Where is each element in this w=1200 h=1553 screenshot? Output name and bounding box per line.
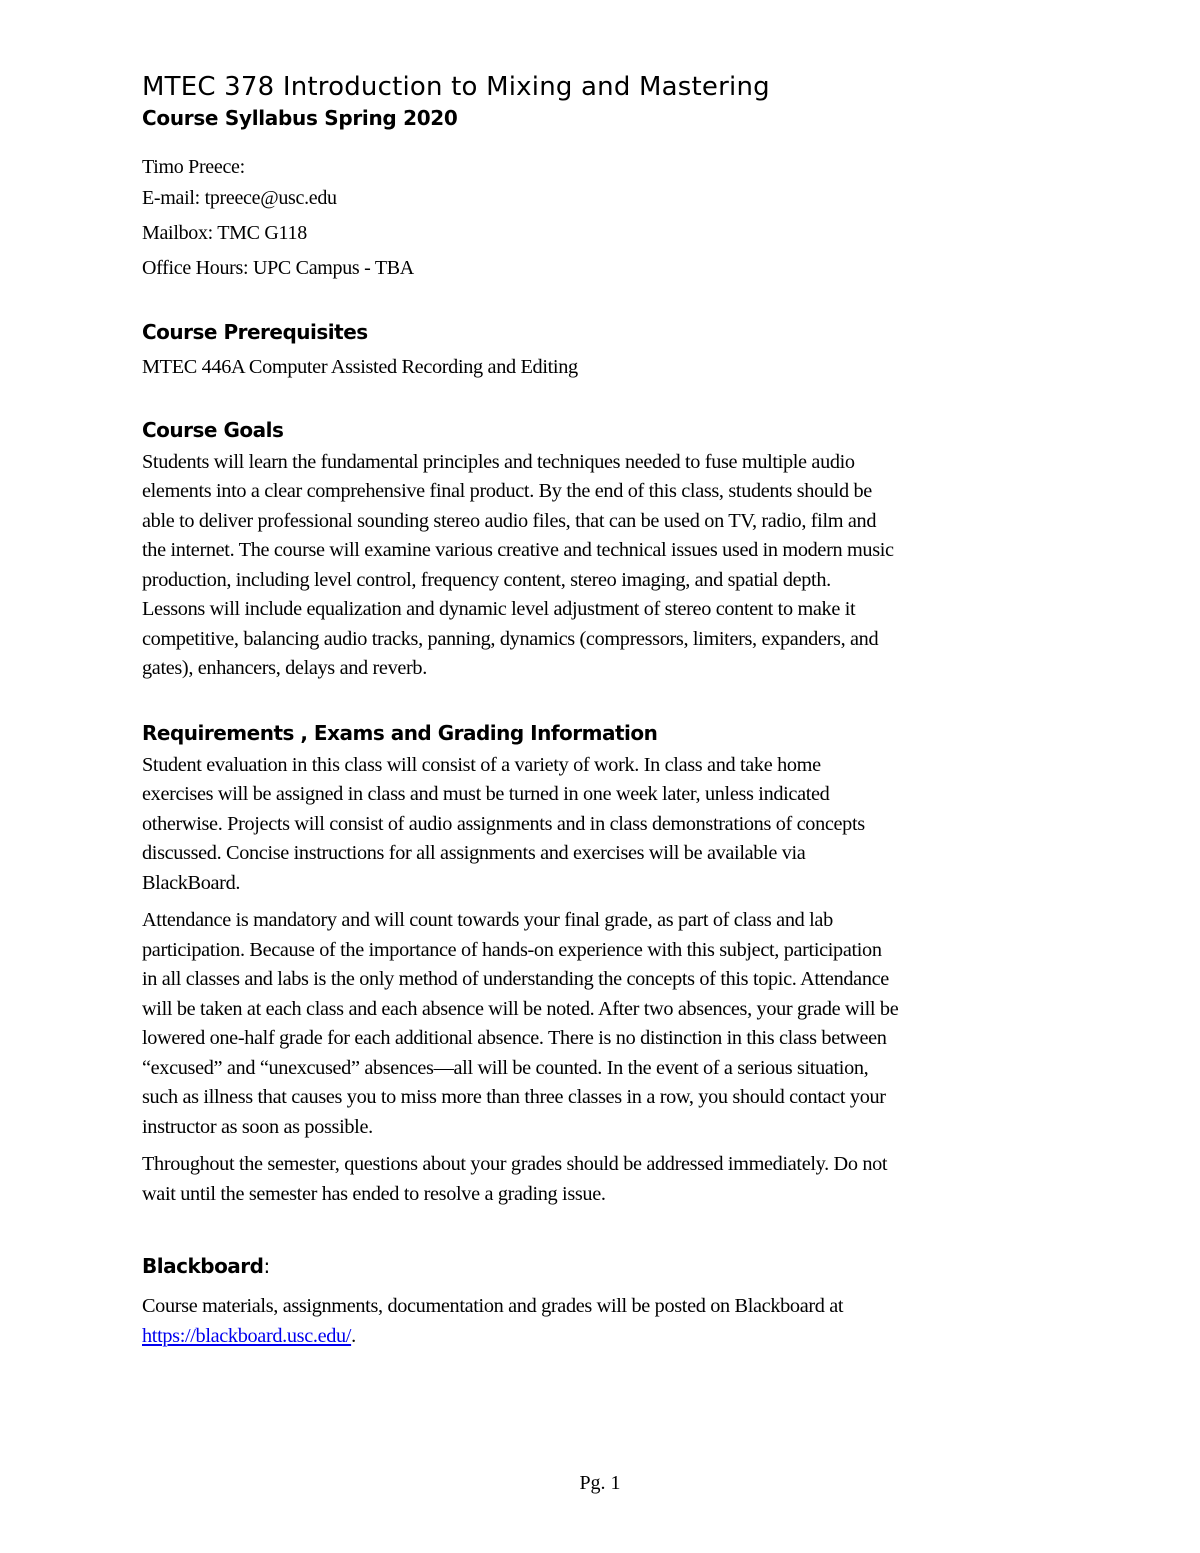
goals-line: the internet. The course will examine various creative and technical issues used in modern music	[142, 539, 894, 561]
goals-line: elements into a clear comprehensive final product. By the end of this class, students should be	[142, 480, 872, 502]
prerequisites-heading: Course Prerequisites	[142, 320, 368, 344]
goals-line: able to deliver professional sounding stereo audio files, that can be used on TV, radio, film and	[142, 509, 877, 532]
blackboard-link-period: .	[351, 1324, 356, 1347]
page-title: MTEC 378 Introduction to Mixing and Mastering	[142, 72, 770, 102]
page-subtitle: Course Syllabus Spring 2020	[142, 106, 458, 130]
attendance-line: lowered one-half grade for each additional absence. There is no distinction in this class between	[142, 1027, 887, 1049]
requirements-heading: Requirements , Exams and Grading Information	[142, 720, 658, 745]
attendance-line: in all classes and labs is the only method of understanding the concepts of this topic. Attendance	[142, 968, 889, 990]
attendance-line: such as illness that causes you to miss more than three classes in a row, you should contact your	[142, 1086, 886, 1108]
requirements-line: exercises will be assigned in class and must be turned in one week later, unless indicated	[142, 783, 830, 805]
goals-line: competitive, balancing audio tracks, panning, dynamics (compressors, limiters, expanders, and	[142, 627, 879, 650]
requirements-line: discussed. Concise instructions for all assignments and exercises will be available via	[142, 842, 806, 864]
grading-questions-paragraph	[142, 1150, 1067, 1209]
goals-paragraph	[142, 448, 1067, 684]
blackboard-text: Course materials, assignments, documentation and grades will be posted on Blackboard at	[142, 1295, 844, 1317]
attendance-line: instructor as soon as possible.	[142, 1115, 373, 1138]
instructor-name: Timo Preece:	[142, 156, 245, 178]
instructor-mailbox: Mailbox: TMC G118	[142, 222, 307, 244]
grading-line: wait until the semester has ended to resolve a grading issue.	[142, 1182, 606, 1205]
blackboard-link[interactable]: https://blackboard.usc.edu/	[142, 1324, 352, 1347]
grading-line: Throughout the semester, questions about your grades should be addressed immediately. Do not	[142, 1153, 888, 1175]
blackboard-heading-colon: :	[263, 1254, 270, 1278]
instructor-email: E-mail: tpreece@usc.edu	[142, 187, 337, 209]
attendance-line: participation. Because of the importance of hands-on experience with this subject, participation	[142, 938, 882, 961]
instructor-contact	[142, 152, 1067, 288]
page-number: Pg. 1	[579, 1472, 621, 1494]
attendance-paragraph	[142, 906, 1067, 1142]
requirements-paragraph-1	[142, 751, 1067, 899]
blackboard-heading	[142, 1252, 1067, 1280]
goals-line: Students will learn the fundamental principles and techniques needed to fuse multiple audio	[142, 450, 855, 473]
attendance-line: Attendance is mandatory and will count towards your final grade, as part of class and lab	[142, 909, 833, 931]
attendance-line: “excused” and “unexcused” absences—all will be counted. In the event of a serious situation,	[142, 1056, 869, 1079]
goals-line: production, including level control, frequency content, stereo imaging, and spatial depth.	[142, 568, 831, 591]
requirements-line: BlackBoard.	[142, 871, 241, 894]
requirements-line: otherwise. Projects will consist of audio assignments and in class demonstrations of concepts	[142, 812, 865, 835]
attendance-line: will be taken at each class and each absence will be noted. After two absences, your grade will be	[142, 997, 899, 1020]
syllabus-page	[142, 70, 1067, 1351]
goals-line: gates), enhancers, delays and reverb.	[142, 657, 427, 679]
goals-line: Lessons will include equalization and dynamic level adjustment of stereo content to make it	[142, 598, 856, 620]
requirements-line: Student evaluation in this class will consist of a variety of work. In class and take home	[142, 753, 821, 776]
instructor-office-hours: Office Hours: UPC Campus - TBA	[142, 257, 414, 279]
goals-heading: Course Goals	[142, 417, 284, 442]
prerequisites-text: MTEC 446A Computer Assisted Recording and Editing	[142, 356, 578, 378]
blackboard-paragraph	[142, 1292, 1067, 1351]
blackboard-heading-text: Blackboard	[142, 1254, 264, 1278]
